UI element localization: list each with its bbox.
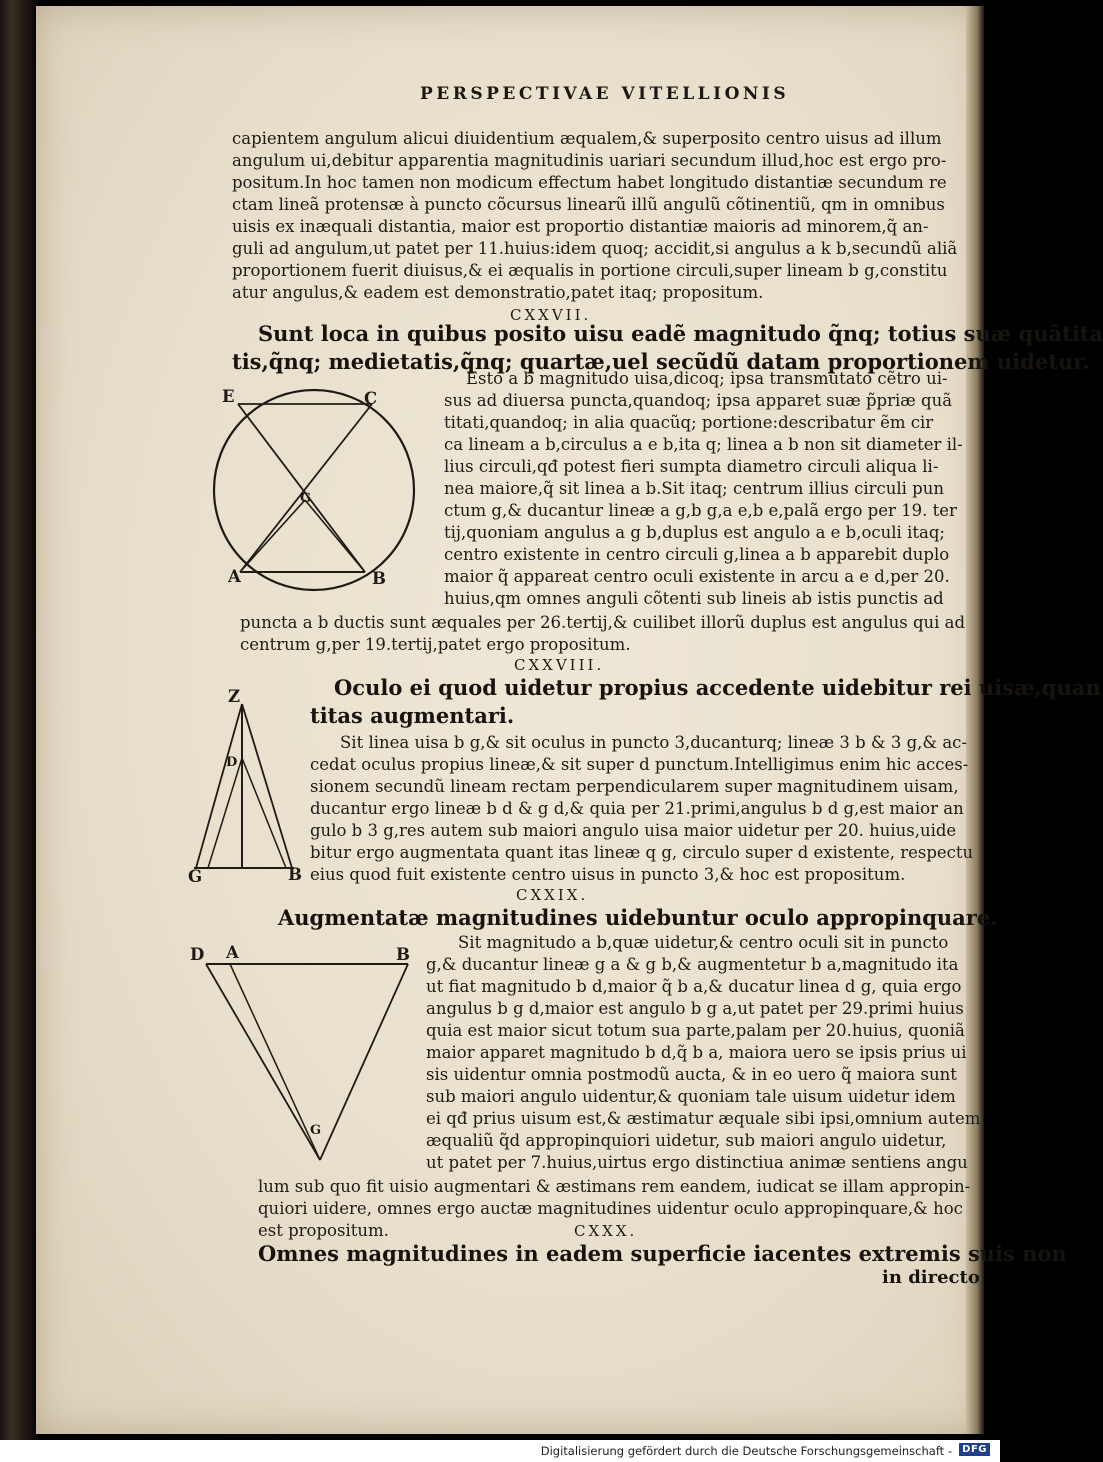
- figure-label-g: G: [300, 491, 312, 506]
- text-line: nea maiore,q̃ sit linea a b.Sit itaq; centrum illius circuli pun: [444, 479, 944, 498]
- text-line: capientem angulum alicui diuidentium æqualem,& superposito centro uisus ad illum: [232, 129, 942, 148]
- proposition-numeral: CXXVII.: [510, 306, 592, 324]
- text-line: quia est maior sicut totum sua parte,palam per 20.huius, quoniã: [426, 1021, 965, 1040]
- text-line: puncta a b ductis sunt æquales per 26.tertij,& cuilibet illorũ duplus est angulus qui ad: [240, 613, 966, 632]
- text-line: ducantur ergo lineæ b d & g d,& quia per 21.primi,angulus b d g,est maior an: [310, 799, 964, 818]
- text-line: maior apparet magnitudo b d,q̃ b a, maiora uero se ipsis prius ui: [426, 1043, 967, 1062]
- dfg-logo: DFG: [959, 1443, 990, 1456]
- text-line: tij,quoniam angulus a g b,duplus est angulo a e b,oculi itaq;: [444, 523, 945, 542]
- proposition-statement: Oculo ei quod uidetur propius accedente uidebitur rei uisæ,quan: [334, 675, 1101, 700]
- proposition-statement: titas augmentari.: [310, 703, 515, 728]
- running-head: PERSPECTIVAE VITELLIONIS: [420, 84, 790, 104]
- figure-label-b: B: [396, 945, 410, 964]
- text-line: est propositum.: [258, 1221, 389, 1240]
- footer-bar: [0, 1440, 1000, 1462]
- text-line: angulus b g d,maior est angulo b g a,ut patet per 29.primi huius: [426, 999, 964, 1018]
- text-line: bitur ergo augmentata quant itas lineæ q g, circulo super d existente, respectu: [310, 843, 974, 862]
- text-line: cedat oculus propius lineæ,& sit super d punctum.Intelligimus enim hic acces-: [310, 755, 969, 774]
- text-line: quiori uidere, omnes ergo auctæ magnitudines uidentur oculo appropinquare,& hoc: [258, 1199, 963, 1218]
- figure-label-a: A: [228, 567, 241, 586]
- text-line: lum sub quo fit uisio augmentari & æstimans rem eandem, iudicat se illam appropin-: [258, 1177, 971, 1196]
- text-line: sis uidentur omnia postmodũ aucta, & in eo uero q̃ maiora sunt: [426, 1065, 957, 1084]
- text-line: ei qđ prius uisum est,& æstimatur æquale sibi ipsi,omnium autem: [426, 1109, 981, 1128]
- figure-label-d: D: [226, 755, 238, 770]
- funding-credit: Digitalisierung gefördert durch die Deutsche Forschungsgemeinschaft -: [540, 1444, 952, 1458]
- text-line: æqualiũ q̃d appropinquiori uidetur, sub maiori angulo uidetur,: [426, 1131, 947, 1150]
- text-line: atur angulus,& eadem est demonstratio,patet itaq; propositum.: [232, 283, 764, 302]
- figure-triangle-129: [196, 950, 416, 1170]
- text-line: guli ad angulum,ut patet per 11.huius:idem quoq; accidit,si angulus a k b,secundũ aliã: [232, 239, 958, 258]
- text-line: lius circuli,qđ potest fieri sumpta diametro circuli aliqua li-: [444, 457, 939, 476]
- figure-label-b: B: [288, 865, 302, 884]
- figure-label-d: D: [190, 945, 205, 964]
- proposition-numeral: CXXVIII.: [514, 656, 605, 674]
- figure-label-g: G: [310, 1123, 322, 1138]
- text-line: proportionem fuerit diuisus,& ei æqualis in portione circuli,super lineam b g,constitu: [232, 261, 948, 280]
- text-line: centrum g,per 19.tertij,patet ergo propositum.: [240, 635, 631, 654]
- text-line: Esto a b magnitudo uisa,dicoq; ipsa transmutato cẽtro ui-: [466, 369, 948, 388]
- text-line: ut patet per 7.huius,uirtus ergo distinctiua animæ sentiens angu: [426, 1153, 968, 1172]
- proposition-statement: Sunt loca in quibus posito uisu eadẽ magnitudo q̃nq; totius suæ quãtita: [258, 321, 1103, 346]
- text-line: centro existente in centro circuli g,linea a b apparebit duplo: [444, 545, 950, 564]
- page-edge: [966, 6, 984, 1434]
- text-line: ctam lineã protensæ à puncto cõcursus linearũ illũ angulũ cõtinentiũ, qm in omnibus: [232, 195, 945, 214]
- text-line: angulum ui,debitur apparentia magnitudinis uariari secundum illud,hoc est ergo pro-: [232, 151, 947, 170]
- catchword: in directo: [882, 1267, 980, 1288]
- proposition-numeral: CXXX.: [574, 1222, 638, 1240]
- text-line: ctum g,& ducantur lineæ a g,b g,a e,b e,palã ergo per 19. ter: [444, 501, 957, 520]
- text-line: uisis ex inæquali distantia, maior est proportio distantiæ maioris ad minorem,q̃ an-: [232, 217, 929, 236]
- text-line: ca lineam a b,circulus a e b,ita q; linea a b non sit diameter il-: [444, 435, 963, 454]
- proposition-numeral: CXXIX.: [516, 886, 589, 904]
- text-line: huius,qm omnes anguli cõtenti sub lineis ab istis punctis ad: [444, 589, 944, 608]
- proposition-statement: tis,q̃nq; medietatis,q̃nq; quartæ,uel secũdũ datam proportionem uidetur.: [232, 349, 1090, 374]
- text-line: sus ad diuersa puncta,quandoq; ipsa apparet suæ p̃priæ quã: [444, 391, 953, 410]
- text-line: ut fiat magnitudo b d,maior q̃ b a,& ducatur linea d g, quia ergo: [426, 977, 962, 996]
- text-line: maior q̃ appareat centro oculi existente in arcu a e d,per 20.: [444, 567, 950, 586]
- proposition-statement: Omnes magnitudines in eadem superficie iacentes extremis suis non: [258, 1241, 1067, 1266]
- text-line: g,& ducantur lineæ g a & g b,& augmentetur b a,magnitudo ita: [426, 955, 959, 974]
- proposition-statement: Augmentatæ magnitudines uidebuntur oculo appropinquare.: [278, 905, 998, 930]
- figure-triangle-128: [186, 690, 306, 882]
- figure-label-z: Z: [228, 687, 241, 706]
- figure-circle: [210, 384, 425, 599]
- figure-label-c: C: [364, 389, 378, 408]
- text-line: sionem secundũ lineam rectam perpendicularem super magnitudinem uisam,: [310, 777, 959, 796]
- text-line: titati,quandoq; in alia quacũq; portione:describatur ẽm cir: [444, 413, 934, 432]
- figure-label-b: B: [372, 569, 386, 588]
- figure-label-a: A: [226, 943, 239, 962]
- figure-label-g: G: [188, 867, 203, 886]
- text-line: gulo b 3 g,res autem sub maiori angulo uisa maior uidetur per 20. huius,uide: [310, 821, 957, 840]
- text-line: Sit linea uisa b g,& sit oculus in puncto 3,ducanturq; lineæ 3 b & 3 g,& ac-: [340, 733, 967, 752]
- text-line: positum.In hoc tamen non modicum effectum habet longitudo distantiæ secundum re: [232, 173, 947, 192]
- text-line: sub maiori angulo uidentur,& quoniam tale uisum uidetur idem: [426, 1087, 956, 1106]
- text-line: eius quod fuit existente centro uisus in puncto 3,& hoc est propositum.: [310, 865, 906, 884]
- text-line: Sit magnitudo a b,quæ uidetur,& centro oculi sit in puncto: [458, 933, 949, 952]
- figure-label-e: E: [222, 387, 235, 406]
